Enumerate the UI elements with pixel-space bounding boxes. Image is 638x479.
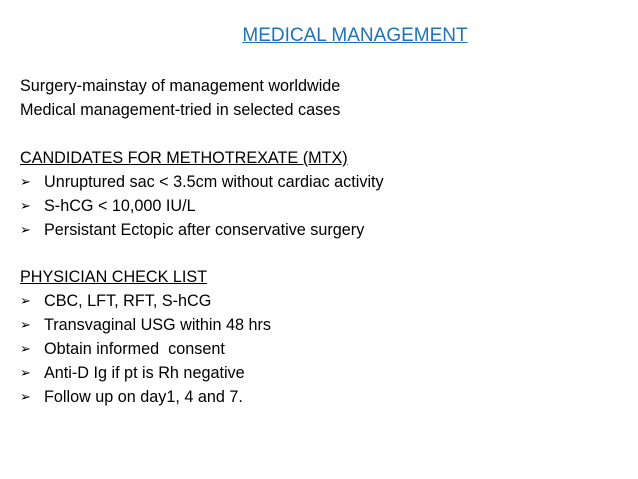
- arrow-bullet-icon: ➢: [20, 365, 31, 380]
- arrow-bullet-icon: ➢: [20, 174, 31, 189]
- bullet-text: Anti-D Ig if pt is Rh negative: [44, 364, 245, 382]
- spacer: [20, 242, 620, 265]
- bullet-text: Persistant Ectopic after conservative surgery: [44, 221, 365, 239]
- bullet-item: [20, 337, 620, 361]
- bullet-item: [20, 385, 620, 409]
- bullet-text: S-hCG < 10,000 IU/L: [44, 197, 196, 215]
- bullet-text: CBC, LFT, RFT, S-hCG: [44, 292, 212, 310]
- bullet-item: [20, 313, 620, 337]
- arrow-bullet-icon: ➢: [20, 341, 31, 356]
- bullet-text: Unruptured sac < 3.5cm without cardiac activity: [44, 173, 384, 191]
- intro-line: Medical management-tried in selected cases: [20, 101, 341, 119]
- arrow-bullet-icon: ➢: [20, 222, 31, 237]
- bullet-text: Obtain informed consent: [44, 340, 225, 358]
- spacer: [20, 122, 620, 146]
- arrow-bullet-icon: ➢: [20, 198, 31, 213]
- intro-line: Surgery-mainstay of management worldwide: [20, 77, 341, 95]
- bullet-item: [20, 361, 620, 385]
- arrow-bullet-icon: ➢: [20, 293, 31, 308]
- arrow-bullet-icon: ➢: [20, 389, 31, 404]
- section-heading-checklist: PHYSICIAN CHECK LIST: [20, 268, 208, 286]
- arrow-bullet-icon: ➢: [20, 317, 31, 332]
- bullet-text: Follow up on day1, 4 and 7.: [44, 388, 243, 406]
- bullet-item: [20, 289, 620, 313]
- bullet-text: Transvaginal USG within 48 hrs: [44, 316, 272, 334]
- slide-title: MEDICAL MANAGEMENT: [242, 25, 468, 46]
- section-heading-mtx: CANDIDATES FOR METHOTREXATE (MTX): [20, 149, 348, 167]
- bullet-item: [20, 170, 620, 194]
- slide-body: [20, 74, 620, 409]
- bullet-item: [20, 218, 620, 242]
- bullet-item: [20, 194, 620, 218]
